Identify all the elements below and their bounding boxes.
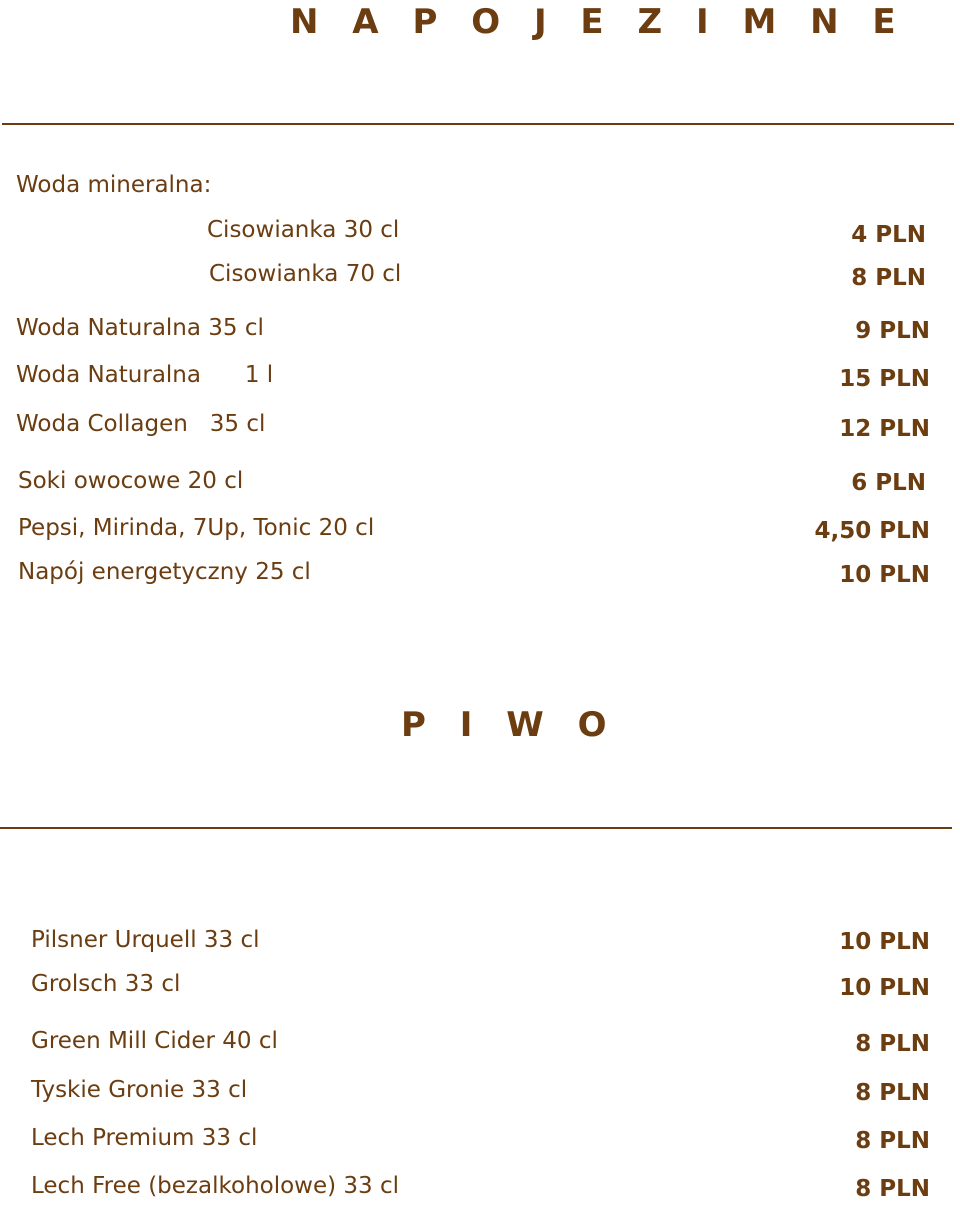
menu-item-price: 9 PLN [855, 318, 930, 344]
menu-item-name: Pepsi, Mirinda, 7Up, Tonic 20 cl [18, 515, 375, 541]
menu-item-name: Cisowianka 30 cl [207, 217, 400, 243]
menu-item-price: 8 PLN [855, 1128, 930, 1154]
menu-item-name: Grolsch 33 cl [31, 971, 181, 997]
mineral-water-heading: Woda mineralna: [16, 172, 212, 198]
menu-item-price: 6 PLN [851, 470, 926, 496]
menu-item-price: 8 PLN [851, 265, 926, 291]
cold-drinks-divider [2, 123, 954, 125]
cold-drinks-title: N A P O J E Z I M N E [290, 2, 907, 42]
menu-item-price: 4,50 PLN [814, 518, 930, 544]
menu-item-price: 8 PLN [855, 1080, 930, 1106]
menu-item-price: 4 PLN [851, 222, 926, 248]
menu-item-name: Woda Naturalna 1 l [16, 362, 274, 388]
menu-item-price: 12 PLN [839, 416, 930, 442]
beer-title: P I W O [401, 705, 618, 745]
beer-divider [0, 827, 952, 829]
menu-item-name: Woda Naturalna 35 cl [16, 315, 264, 341]
menu-item-price: 10 PLN [839, 562, 930, 588]
menu-item-name: Cisowianka 70 cl [209, 261, 402, 287]
menu-item-price: 15 PLN [839, 366, 930, 392]
menu-item-price: 8 PLN [855, 1176, 930, 1202]
menu-item-name: Woda Collagen 35 cl [16, 411, 266, 437]
menu-item-name: Pilsner Urquell 33 cl [31, 927, 260, 953]
menu-item-name: Soki owocowe 20 cl [18, 468, 244, 494]
menu-item-name: Napój energetyczny 25 cl [18, 559, 311, 585]
menu-item-price: 10 PLN [839, 929, 930, 955]
menu-item-price: 8 PLN [855, 1031, 930, 1057]
menu-item-name: Lech Premium 33 cl [31, 1125, 258, 1151]
menu-item-name: Green Mill Cider 40 cl [31, 1028, 278, 1054]
menu-item-name: Tyskie Gronie 33 cl [31, 1077, 248, 1103]
menu-item-price: 10 PLN [839, 975, 930, 1001]
menu-item-name: Lech Free (bezalkoholowe) 33 cl [31, 1173, 400, 1199]
